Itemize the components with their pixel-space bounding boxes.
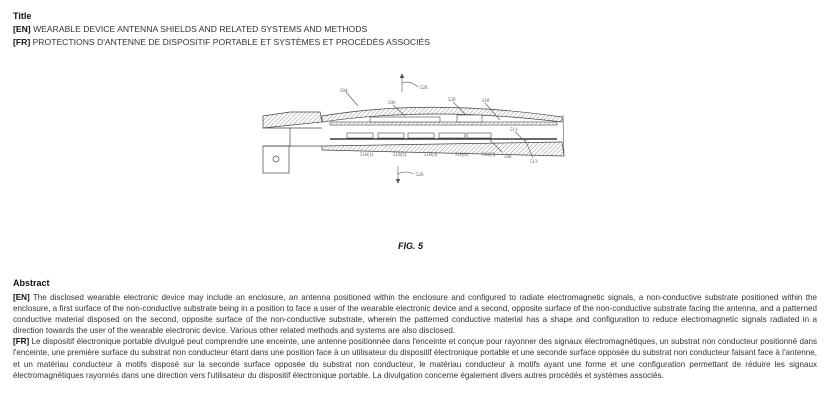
label-520: 520: [448, 98, 456, 103]
label-508: 508: [504, 155, 512, 160]
label-510-3: 510(3): [424, 153, 438, 158]
label-504: 504: [340, 89, 348, 94]
patterned-conductors-510: [347, 133, 491, 138]
antenna-506: [370, 117, 440, 122]
label-511: 511: [510, 128, 518, 133]
patent-drawing: [250, 70, 600, 190]
figure-caption: FIG. 5: [398, 241, 424, 251]
component-520: [457, 115, 482, 122]
label-510-4: 510(4): [455, 153, 469, 158]
abstract-fr-text: Le dispositif électronique portable divulgué peut comprendre une enceinte, une antenne positionnée dans l'enceinte et conçue pour rayonner des signaux électromagnétiques, un substrat non conducteur positionné dans l'enceinte, une première surface du substrat non conducteur étant dans une position face à un utilisateur du dispositif électronique portable et une seconde surface opposée du substrat non conducteur faisant face à l'antenne, et un matériau conducteur à motifs disposé sur la seconde surface opposée du substrat non conducteur, le matériau conducteur à motifs ayant une forme et une configuration permettant de réduire les signaux électromagnétiques rayonnés dans une direction vers l'utilisateur du dispositif électronique portable. La divulgation concerne également divers autres procédés et systèmes associés.: [13, 337, 818, 380]
lang-tag-fr: [FR]: [13, 37, 31, 47]
substrate-518: [330, 122, 557, 125]
label-510-1: 510(1): [360, 153, 374, 158]
label-510-2: 510(2): [393, 153, 407, 158]
title-en: [13, 24, 367, 34]
abstract-en: [13, 292, 817, 336]
label-510-5: 510(5): [482, 153, 496, 158]
title-en-text: WEARABLE DEVICE ANTENNA SHIELDS AND RELATED SYSTEMS AND METHODS: [33, 24, 368, 34]
abstract-heading: Abstract: [13, 278, 50, 288]
abstract-en-text: The disclosed wearable electronic device may include an enclosure, an antenna positioned within the enclosure and configured to radiate electromagnetic signals, a non-conductive substrate positioned within the enclosure, a first surface of the non-conductive substrate being in a position to face a user of the wearable electronic device and a second, opposite surface of the non-conductive substrate facing the antenna, and a patterned conductive material disposed on the second, opposite surface of the non-conductive substrate, wherein the patterned conductive material has a shape and configuration to reduce electromagnetic signals radiated in a direction towards the user of the wearable electronic device. Various other related methods and systems are also disclosed.: [13, 293, 817, 336]
title-heading: Title: [13, 11, 32, 21]
abstract-fr: [13, 336, 817, 380]
title-fr: [13, 37, 430, 47]
abstract-body: [13, 292, 817, 381]
lang-tag-en: [EN]: [13, 293, 30, 302]
label-528: 528: [420, 86, 428, 91]
lang-tag-fr: [FR]: [13, 337, 30, 347]
label-506: 506: [388, 101, 396, 106]
label-526: 526: [416, 173, 424, 178]
label-518: 518: [482, 99, 490, 104]
label-513: 513: [530, 160, 538, 165]
lang-tag-en: [EN]: [13, 24, 31, 34]
title-fr-text: PROTECTIONS D'ANTENNE DE DISPOSITIF PORTABLE ET SYSTÈMES ET PROCÉDÉS ASSOCIÉS: [32, 37, 430, 47]
